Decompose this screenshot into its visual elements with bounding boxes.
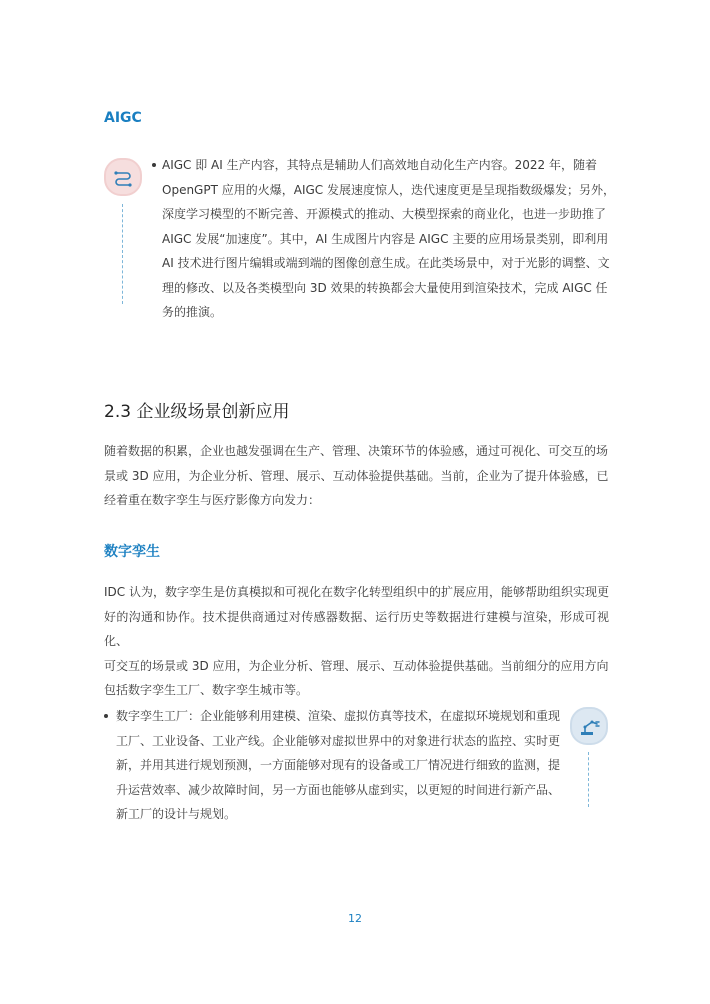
aigc-bullet [162,153,622,325]
digital-twin-bullet-line: 数字孪生工厂：企业能够利用建模、渲染、虚拟仿真等技术，在虚拟环境规划和重现 [116,709,561,723]
digital-twin-bullet-line: 新，并用其进行规划预测，一方面能够对现有的设备或工厂情况进行细致的监测，提 [116,758,561,772]
digital-twin-intro-line: IDC 认为，数字孪生是仿真模拟和可视化在数字化转型组织中的扩展应用，能够帮助组织实现更 [104,585,609,599]
wave-icon [106,160,140,194]
digital-twin-bullet-line: 工厂、工业设备、工业产线。企业能够对虚拟世界中的对象进行状态的监控、实时更 [116,733,561,748]
section-intro-line: 景或 3D 应用，为企业分析、管理、展示、互动体验提供基础。当前，企业为了提升体验感，已 [104,468,609,483]
aigc-line: AI 技术进行图片编辑或端到端的图像创意生成。在此类场景中，对于光影的调整、文 [162,256,610,270]
digital-twin-intro [104,580,609,703]
digital-twin-icon-badge [570,707,608,745]
digital-twin-intro-line: 好的沟通和协作。技术提供商通过对传感器数据、运行历史等数据进行建模与渲染，形成可视化、 [104,609,609,648]
digital-twin-bullet-line: 升运营效率、减少故障时间，另一方面也能够从虚到实，以更短的时间进行新产品、 [116,782,561,797]
digital-twin-intro-line: 包括数字孪生工厂、数字孪生城市等。 [104,683,309,697]
aigc-line: 深度学习模型的不断完善、开源模式的推动、大模型探索的商业化，也进一步助推了 [162,207,607,221]
section-intro-line: 随着数据的积累，企业也越发强调在生产、管理、决策环节的体验感，通过可视化、可交互的场 [104,444,609,458]
section-intro-line: 经着重在数字孪生与医疗影像方向发力： [104,493,321,507]
digital-twin-intro-line: 可交互的场景或 3D 应用，为企业分析、管理、展示、互动体验提供基础。当前细分的应用方向 [104,658,609,673]
section-title: 2.3 企业级场景创新应用 [104,402,290,422]
aigc-dashed-connector [122,204,123,304]
aigc-line: 理的修改、以及各类模型向 3D 效果的转换都会大量使用到渲染技术，完成 AIGC 任 [162,280,608,295]
digital-twin-heading: 数字孪生 [104,544,160,560]
aigc-heading: AIGC [104,110,142,126]
digital-twin-dashed-connector [588,752,589,807]
page-number: 12 [348,912,362,925]
aigc-line: AIGC 发展“加速度”。其中，AI 生成图片内容是 AIGC 主要的应用场景类别，即利用 [162,231,609,246]
digital-twin-bullet-line: 新工厂的设计与规划。 [116,807,237,821]
aigc-line: 务的推演。 [162,305,223,319]
aigc-icon-badge [104,158,142,196]
section-intro [104,439,609,513]
aigc-line: AIGC 即 AI 生产内容，其特点是辅助人们高效地自动化生产内容。2022 年，随着 [162,158,597,172]
digital-twin-bullet-dot [104,714,108,718]
aigc-bullet-dot [152,163,156,167]
robot-arm-icon [572,709,606,743]
digital-twin-bullet [116,704,568,827]
aigc-line: OpenGPT 应用的火爆，AIGC 发展速度惊人，迭代速度更是呈现指数级爆发；另外， [162,182,615,197]
